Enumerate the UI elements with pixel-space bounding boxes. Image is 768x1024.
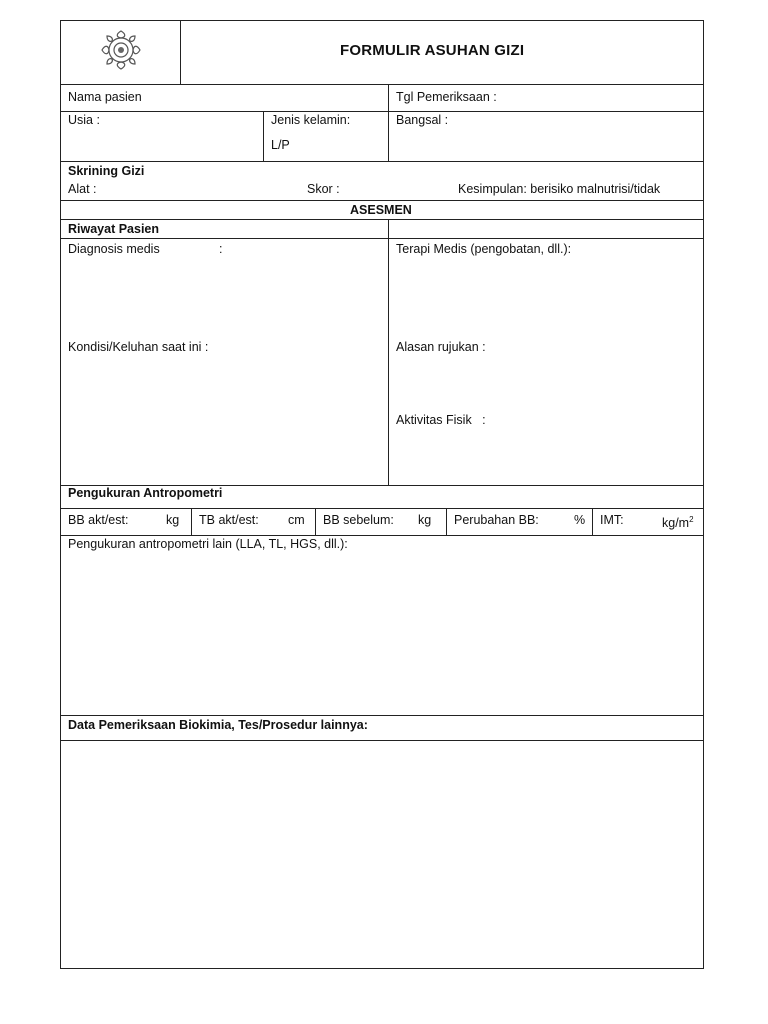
antropometri-lain-label: Pengukuran antropometri lain (LLA, TL, HGS, dll.): bbox=[68, 537, 348, 551]
title-cell bbox=[180, 21, 705, 84]
imt-unit-base: kg/m bbox=[662, 516, 690, 531]
imt-cell bbox=[592, 509, 705, 535]
skor-label: Skor : bbox=[307, 182, 340, 196]
gender-cell bbox=[263, 112, 388, 161]
university-seal-icon bbox=[98, 27, 144, 73]
tb-akt-label: TB akt/est: bbox=[199, 513, 259, 527]
usia-label: Usia : bbox=[68, 113, 100, 127]
kesimpulan-label: Kesimpulan: berisiko malnutrisi/tidak bbox=[458, 182, 661, 196]
anthropometry-other-row bbox=[61, 536, 703, 716]
terapi-label: Terapi Medis (pengobatan, dll.): bbox=[396, 242, 572, 256]
bangsal-cell bbox=[388, 112, 705, 161]
antropometri-heading: Pengukuran Antropometri bbox=[68, 486, 223, 500]
asesmen-heading: ASESMEN bbox=[350, 203, 412, 217]
alasan-label: Alasan rujukan : bbox=[396, 340, 486, 354]
perubahan-bb-unit: % bbox=[574, 513, 586, 527]
bb-sebelum-unit: kg bbox=[418, 513, 432, 527]
tgl-cell bbox=[388, 85, 705, 111]
tb-akt-cell bbox=[191, 509, 315, 535]
history-heading-row bbox=[61, 220, 703, 239]
anthropometry-measures-row bbox=[61, 509, 703, 536]
skrining-heading: Skrining Gizi bbox=[68, 164, 145, 178]
biokimia-heading: Data Pemeriksaan Biokimia, Tes/Prosedur lainnya: bbox=[68, 718, 368, 732]
imt-unit bbox=[662, 513, 694, 530]
age-row bbox=[61, 112, 703, 162]
jenis-kelamin-value: L/P bbox=[271, 138, 290, 152]
riwayat-heading: Riwayat Pasien bbox=[68, 222, 160, 236]
form-title: FORMULIR ASUHAN GIZI bbox=[340, 42, 525, 59]
bangsal-label: Bangsal : bbox=[396, 113, 449, 127]
perubahan-bb-cell bbox=[446, 509, 592, 535]
diagnosis-label: Diagnosis medis bbox=[68, 242, 160, 256]
bb-sebelum-label: BB sebelum: bbox=[323, 513, 394, 527]
header-row bbox=[61, 21, 703, 85]
history-body-row bbox=[61, 239, 703, 486]
bb-sebelum-cell bbox=[315, 509, 446, 535]
nama-pasien-label: Nama pasien bbox=[68, 90, 142, 104]
bb-akt-label: BB akt/est: bbox=[68, 513, 129, 527]
tb-akt-unit: cm bbox=[288, 513, 305, 527]
imt-label: IMT: bbox=[600, 513, 624, 527]
tgl-pemeriksaan-label: Tgl Pemeriksaan : bbox=[396, 90, 497, 104]
anthropometry-heading-row bbox=[61, 486, 703, 509]
kondisi-label: Kondisi/Keluhan saat ini : bbox=[68, 340, 209, 354]
diagnosis-colon: : bbox=[219, 242, 223, 256]
bb-akt-cell bbox=[61, 509, 191, 535]
perubahan-bb-label: Perubahan BB: bbox=[454, 513, 539, 527]
biochemistry-heading-row bbox=[61, 716, 703, 741]
imt-unit-sup: 2 bbox=[689, 515, 694, 524]
jenis-kelamin-label: Jenis kelamin: bbox=[271, 113, 351, 127]
asesmen-row bbox=[61, 201, 703, 220]
screening-row bbox=[61, 162, 703, 201]
history-right-cell bbox=[388, 239, 705, 485]
history-heading-right bbox=[388, 220, 705, 238]
alat-label: Alat : bbox=[68, 182, 97, 196]
biochemistry-body bbox=[61, 741, 703, 968]
aktivitas-label: Aktivitas Fisik : bbox=[396, 413, 486, 427]
patient-name-row bbox=[61, 85, 703, 112]
logo-cell bbox=[61, 21, 180, 84]
bb-akt-unit: kg bbox=[166, 513, 180, 527]
nutrition-care-form bbox=[60, 20, 704, 969]
